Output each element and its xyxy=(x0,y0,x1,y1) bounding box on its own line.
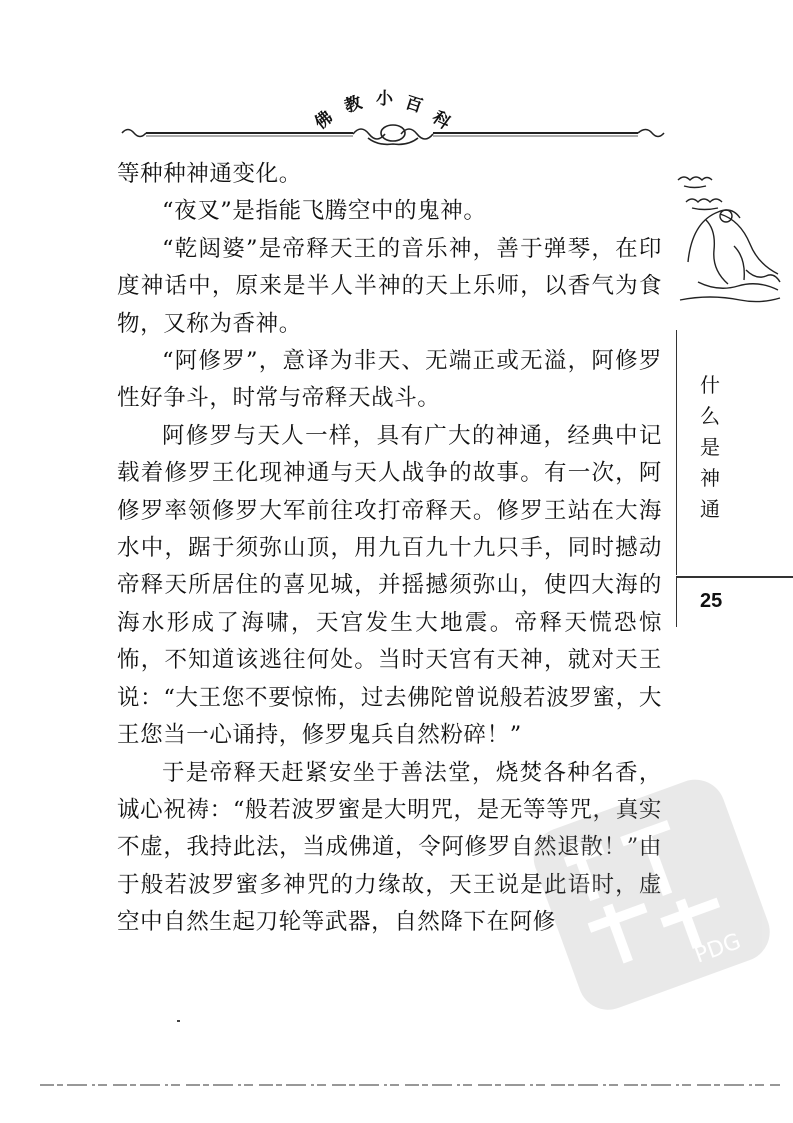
paragraph-1: 等种种神通变化。 xyxy=(117,161,302,187)
header-ornament-rule xyxy=(118,118,668,148)
chapter-title-vertical xyxy=(695,370,725,525)
header-char-3: 小 xyxy=(376,89,393,109)
watermark-label: PDG xyxy=(691,929,745,969)
header-char-2: 教 xyxy=(342,92,365,118)
paragraph-4: “阿修罗”，意译为非天、无端正或无溢，阿修罗性好争斗，时常与帝释天战斗。 xyxy=(117,348,662,412)
header-char-1: 佛 xyxy=(311,107,337,134)
header-char-5: 科 xyxy=(428,107,454,134)
chapter-char-3: 是 xyxy=(700,435,720,459)
header-char-4: 百 xyxy=(402,92,425,118)
seal-watermark xyxy=(520,760,780,1020)
chapter-char-5: 通 xyxy=(700,497,720,521)
side-divider-vertical-lower xyxy=(676,577,677,627)
paragraph-5: 阿修罗与天人一样，具有广大的神通，经典中记载着修罗王化现神通与天人战争的故事。有一次，阿修罗率领修罗大军前往攻打帝释天。修罗王站在大海水中，踞于须弥山顶，用九百九十九只手，同时撼动帝释天所居住的喜见城，并摇撼须弥山，使四大海的海水形成了海啸，天宫发生大地震。帝释天慌恐惊怖，不知道该逃往何处。当时天宫有天神，就对天王说：“大王您不要惊怖，过去佛陀曾说般若波罗蜜，大王您当一心诵持，修罗鬼兵自然粉碎！” xyxy=(117,422,662,749)
scan-artifact-line xyxy=(40,1080,780,1090)
paragraph-3: “乾闼婆”是帝释天王的音乐神，善于弹琴，在印度神话中，原来是半人半神的天上乐师，以香气为食物，又称为香神。 xyxy=(117,235,662,337)
scan-speck xyxy=(177,1020,180,1022)
chapter-char-2: 么 xyxy=(700,404,720,428)
paragraph-2: “夜叉”是指能飞腾空中的鬼神。 xyxy=(162,198,487,225)
cloud-apsara-illustration xyxy=(676,150,786,315)
page-number: 25 xyxy=(700,590,723,612)
side-divider-vertical xyxy=(676,330,677,575)
page-number-rule xyxy=(676,576,793,578)
chapter-char-4: 神 xyxy=(700,466,720,490)
paragraph-6: 于是帝释天赶紧安坐于善法堂，烧焚各种名香，诚心祝祷：“般若波罗蜜是大明咒，是无等等咒，真实不虚，我持此法，当成佛道，令阿修罗自然退散！”由于般若波罗蜜多神咒的力缘故，天王说是此语时，虚空中自然生起刀轮等武器，自然降下在阿修 xyxy=(117,759,662,936)
chapter-char-1: 什 xyxy=(700,373,720,397)
